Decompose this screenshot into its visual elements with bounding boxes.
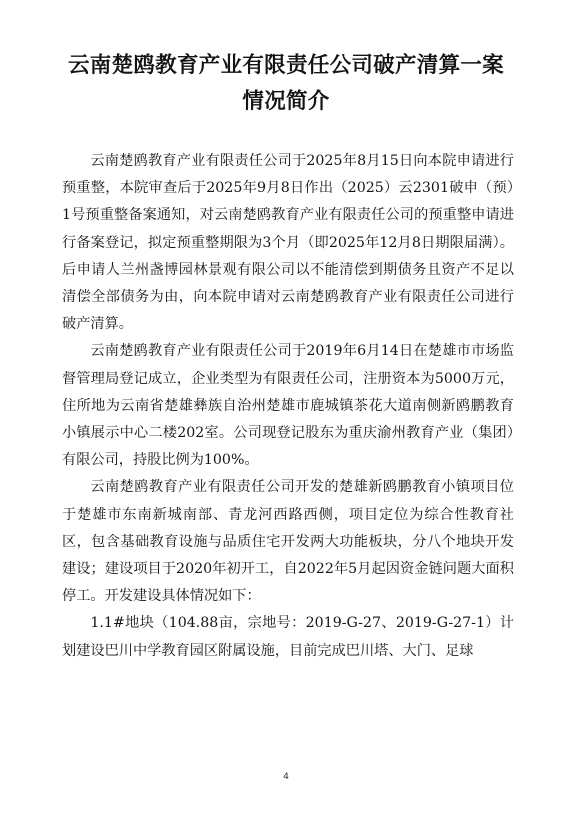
document-body bbox=[62, 148, 514, 665]
paragraph-plot-1: 1.1#地块（104.88亩，宗地号：2019-G-27、2019-G-27-1）计划建设巴川中学教育园区附属设施，目前完成巴川塔、大门、足球 bbox=[62, 615, 514, 659]
title-line-1: 云南楚鸥教育产业有限责任公司破产清算一案 bbox=[67, 53, 504, 78]
paragraph-company-registration: 云南楚鸥教育产业有限责任公司于2019年6月14日在楚雄市市场监督管理局登记成立，企业类型为有限责任公司，注册资本为5000万元，住所地为云南省楚雄彝族自治州楚雄市鹿城镇茶花大道南侧新鸥鹏教育小镇展示中心二楼202室。公司现登记股东为重庆渝州教育产业（集团）有限公司，持股比例为100%。 bbox=[62, 343, 514, 469]
paragraph-project-overview: 云南楚鸥教育产业有限责任公司开发的楚雄新鸥鹏教育小镇项目位于楚雄市东南新城南部、青龙河西路西侧，项目定位为综合性教育社区，包含基础教育设施与品质住宅开发两大功能板块，分八个地块开发建设；建设项目于2020年初开工，自2022年5月起因资金链问题大面积停工。开发建设具体情况如下： bbox=[62, 479, 514, 605]
title-line-2: 情况简介 bbox=[242, 89, 330, 114]
page-number: 4 bbox=[283, 772, 289, 782]
paragraph-bankruptcy-application: 云南楚鸥教育产业有限责任公司于2025年8月15日向本院申请进行预重整，本院审查后于2025年9月8日作出（2025）云2301破申（预）1号预重整备案通知，对云南楚鸥教育产业有限责任公司的预重整申请进行备案登记，拟定预重整期限为3个月（即2025年12月8日期限届满）。后申请人兰州盏博园林景观有限公司以不能清偿到期债务且资产不足以清偿全部债务为由，向本院申请对云南楚鸥教育产业有限责任公司进行破产清算。 bbox=[62, 153, 514, 333]
document-title bbox=[40, 48, 532, 120]
